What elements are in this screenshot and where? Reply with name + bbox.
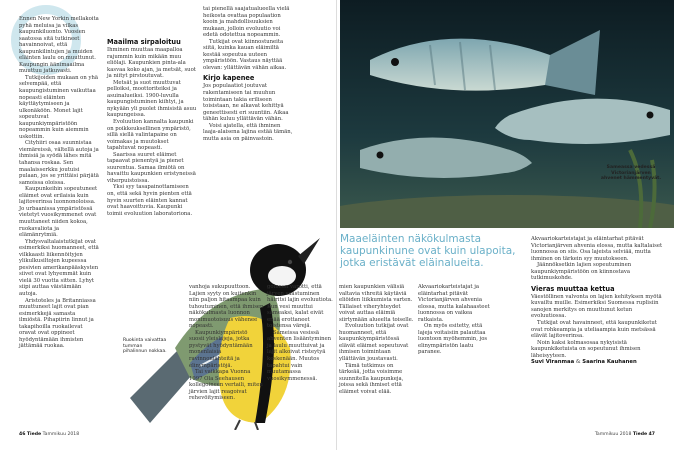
article-column-8	[531, 236, 668, 431]
paragraph: Tämä tutkimus on tärkeää, jotta voisimme suunnitella kaupunkeja, joissa sekä ihmiset että eläimet voivat elää.	[339, 362, 404, 395]
footer-right	[595, 432, 655, 437]
paragraph: Sameissa vesissä ahventen lisääntyminen ja laulu muuttuivat ja lajit alkoivat risteytyä keskenään. Muutos tapahtui vain muutamassa vuosikymmenessä.	[267, 329, 332, 382]
section-heading: Kirjo kapenee	[203, 74, 255, 83]
magazine-name: Tiede	[632, 432, 648, 437]
paragraph: Kaupunkiympäristö suosii yleislajeja, jotka pystyvät hyödyntämään monenlaisia ravinnonlähteitä ja elinympäristöjä.	[189, 329, 253, 369]
paragraph: goineen varotti, että järven saastuminen häiritsi lajin evoluutiota. Kun vesi muuttui sameaksi, kalat eivät enää erottaneet toistensa värejä.	[267, 284, 333, 330]
paragraph: tai pienellä saajatualueella vielä heikosta ovattaa populaation kooin ja mahdollisuuksien mukaan, jolloin evoluutio voi edetä odotettua nopeammin.	[203, 6, 290, 39]
article-column-4	[189, 284, 264, 429]
paragraph: Yhdysvaltalaistutkijat ovat esimerkiksi huomanneet, että vilkkaasti liikennöityjen ylikulkusiltojen kupeessa pesivien amerikanpääskysten siivet ovat lyhyemmät kuin vielä 30 vuotta sitten. Lyhyt siipi auttaa väistämään autoja.	[19, 238, 99, 297]
paragraph: Väestöllinen valvonta on lajien kehityksen myötä kuvailtu muille. Esimerkiksi Suomessa ruplisiin sanojen merkitys on muuttunut ketun evoluutiossa.	[531, 293, 662, 320]
paragraph: Jos populaatiot joutuvat rakentamiseen tai muuhun toimintaan takia eriliseen toisistaan, ne alkavat kehittyä geneettisesti eri suuntiin. Aikaa tähän kuluu yllättävän vähän.	[203, 83, 289, 123]
paragraph: Noin kaksi kolmasosaa nykyisistä kaupunkiketuista on sopeutunut ihmisen läheisyyteen.	[531, 339, 641, 359]
page-number: 46	[19, 432, 26, 437]
article-column-5	[267, 284, 335, 429]
footer-left	[19, 432, 79, 437]
section-heading: Vieras muuttaa kettua	[531, 284, 615, 293]
paragraph: Jäännöksetkin lajien sopeutuminen kaupunkiympäristöön on kiinnostava tutkimuskohde.	[531, 262, 632, 282]
paragraph: On myös esitetty, että lajeja voitaisiin palauttaa luontoon myöhemmin, jos elinympäristön laatu paranee.	[418, 323, 488, 356]
paragraph: Kaupunkeihin sopeutuneet eläimet ovat erilaisia kuin lajitoverinsa luonnonoloissa. Jo urbaanissa ympäristössä vietetyt vuosikymmenet ovat muuttaneet niiden kokoa, ruokavaliota ja elämänrytmiä.	[19, 186, 98, 239]
fish-illustration	[340, 0, 674, 228]
article-column-6	[339, 284, 414, 429]
paragraph: Yksi syy tasapainottamiseen on, että sekä hyvin pienten että hyvin suurten eläinten kannat ovat haavoittuvia. Kaupunki toimii evoluution laboratoriona.	[107, 184, 193, 217]
paragraph: Akvaariokarteistajat ja eläintarhat pitävät Victorianjärven ahvenia elossa, mutta kaltalaiset luonnossa on siis. Osa lajeista selviää, mutta ihminen on tärkein syy muutokseen.	[531, 236, 663, 262]
paragraph: Ihminen muuttaa maapalloa rajummin kuin mikään muu eliölaji. Kaupunkien pinta-ala kasvaa koko ajan, ja metsät, suot ja niityt pirstoutuvat.	[107, 47, 196, 80]
issue-date: Tammikuu 2018	[42, 432, 80, 437]
article-column-1	[19, 16, 99, 434]
page-spine	[336, 0, 337, 450]
pull-quote: Maaeläinten näkökulmasta kaupunkinune ovat kuin ulapoita, jotka eristävät eläinalueita.	[340, 233, 516, 269]
page-number: 47	[648, 432, 655, 437]
issue-date: Tammikuu 2018	[594, 432, 632, 437]
author-name: Suvi Viranmaa	[531, 359, 575, 366]
author-line: Suvi Viranmaa & Saarina Kauhanen	[531, 359, 637, 366]
paragraph: Cityhiiri osaa suunnistaa viemäreissä, vältellä autoja ja ihmisiä ja syödä lähes mitä tahansa roskaa. Sen maalaisserkku joutuisi pulaan, jos se yrittäisi pärjätä samoissa oloissa.	[19, 140, 99, 186]
article-column-2	[107, 38, 197, 217]
paragraph: Voisi ajatella, että ihminen laaja-alaisena lajina estää tämän, mutta asia on päinvastoin.	[203, 122, 293, 142]
fish-caption: Sameassa vedessä Victorianjärven ahvenet hämmentyvät.	[600, 165, 662, 181]
author-name: Saarina Kauhanen	[582, 359, 637, 366]
paragraph: Evoluution tutkijat ovat huomanneet, että kaupunkiympäristössä elävät eläimet sopeutuvat ihmisen toimintaan yllättävän joustavasti.	[339, 323, 409, 363]
paragraph: Tutkijat ovat kiinnostuneita siitä, kuinka kauan eläimiltä kestää sopeutua uuteen ympäristöön. Vastaus näyttää olevan: yllättävän vähän aikaa.	[203, 38, 287, 71]
paragraph: mien kaupunkien välisiä valtavia vihreitä käytäviä eliöiden liikkumista varten. Tällaiset viheryhteydet voivat auttaa eläimiä siirtymään alueelta toiselle.	[339, 284, 414, 323]
magazine-name: Tiede	[26, 432, 42, 437]
paragraph: Tutkijat ovat havainneet, että kaupunkiketut ovat rohkeampia ja uteliaampia kuin metsässä elävät lajitoverinsa.	[531, 320, 657, 340]
article-column-7	[418, 284, 493, 429]
paragraph: Tutkijoiden mukaan on yhä selvempää, että kaupungistuminen vaikuttaa nopeasti eläinten käyttäytymiseen ja ulkonäköön. Monet lajit sopeutuvat kaupunkiympäristöön nopeammin kuin aiemmin uskottiin.	[19, 74, 99, 140]
paragraph: Saarissa suuret eläimet tapaavat pienentyä ja pienet suurentua. Samaa ilmiötä on havaittu kaupunkien eristyneissä viherpuistoissa.	[107, 151, 196, 184]
bird-caption: Ruokinta vaivattaa tumman pihalinnun nokkaa.	[123, 338, 167, 354]
paragraph: Evoluution kannalta kaupunki on poikkeuksellinen ympäristö, sillä siellä valintapaine on voimakas ja muutokset tapahtuvat nopeasti.	[107, 119, 194, 152]
section-heading: Maailma sirpaloituu	[107, 38, 181, 46]
cichlid-fish-photo	[340, 0, 674, 228]
paragraph: Tai vaikkapa Vuonna 1997 Ola Seehausen kollegoineen vertaili, miten järvien lajit reagoivat rehevöitymiseen.	[189, 369, 263, 402]
paragraph: Ennen New Yorkin mellakoita pyhä meluisa ja vilkas kaupunkiluonto. Vuosien saatossa sitä tutkineet havainnoivat, että kaupunkilintujen ja muiden eläinten laulu on muuttunut. Kaupungin äänimaailma muuttuu jatkuvasti.	[19, 16, 99, 75]
paragraph: Metsät ja suot muuttuvat pelloiksi, moottoriteiksi ja asuinalueiksi. 1900-luvulla kaupungistuminen kiihtyi, ja nykyään yli puolet ihmisistä asuu kaupungeissa.	[107, 79, 197, 119]
paragraph: Akvaariokarteistajat ja eläintarhat pitävät Victorianjärven ahvenia elossa, mutta kalahaasteet luonnossa on vaikea ratkaista.	[418, 284, 490, 323]
paragraph: Aristoteles ja Britanniassa muuttuneet lajit ovat pian esimerkkejä samasta ilmiöstä. Pihapiirin linnut ja takapihoilla ruokailevat oravat ovat oppineet hyödyntämään ihmisten jättämää ruokaa.	[19, 297, 96, 350]
paragraph: vanhoja sukupuuttoon. Lajien syyty on kuitenkin niin paljon hitaampaa kuin tuhoutuminen, että ihmisen näkökulmasta luonnon monimuotoisuus vähenee nopeasti.	[189, 284, 264, 330]
article-column-3	[203, 6, 295, 198]
